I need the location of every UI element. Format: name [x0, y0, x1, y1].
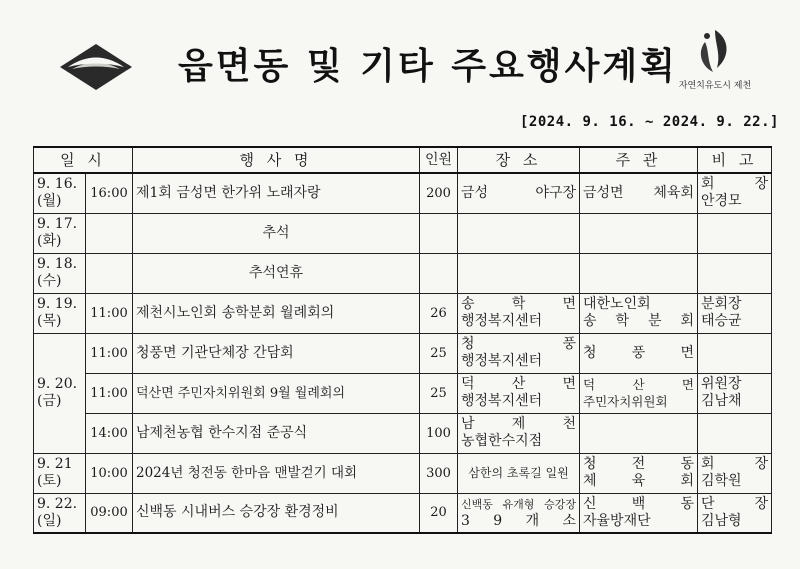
event-cell: 신백동 시내버스 승강장 환경정비	[133, 493, 420, 533]
note-cell	[698, 253, 772, 293]
host-cell: 덕 산 면 주민자치위원회	[580, 373, 698, 413]
date-cell: 9. 18. (수)	[34, 253, 86, 293]
date-cell: 9. 16. (월)	[34, 173, 86, 213]
time-cell: 11:00	[86, 293, 133, 333]
table-row	[34, 493, 772, 533]
count-cell	[420, 213, 458, 253]
note-cell	[698, 413, 772, 453]
city-logo-text: 자연치유도시 제천	[678, 81, 752, 91]
note-cell	[698, 213, 772, 253]
table-row	[34, 373, 772, 413]
time-cell: 11:00	[86, 373, 133, 413]
table-row	[34, 333, 772, 373]
host-cell	[580, 253, 698, 293]
note-cell: 단 장 김남형	[698, 493, 772, 533]
column-header: 행 사 명	[133, 147, 420, 173]
event-cell: 덕산면 주민자치위원회 9월 월례회의	[133, 373, 420, 413]
count-cell: 25	[420, 333, 458, 373]
column-header: 일 시	[34, 147, 133, 173]
host-cell: 청 전 동 체 육 회	[580, 453, 698, 493]
count-cell	[420, 253, 458, 293]
count-cell: 300	[420, 453, 458, 493]
count-cell: 26	[420, 293, 458, 333]
time-cell	[86, 213, 133, 253]
diamond-logo-icon	[58, 42, 134, 92]
place-cell: 청 풍 행정복지센터	[458, 333, 580, 373]
date-cell: 9. 22. (일)	[34, 493, 86, 533]
date-cell: 9. 17. (화)	[34, 213, 86, 253]
host-cell	[580, 413, 698, 453]
place-cell: 남 제 천 농협한수지점	[458, 413, 580, 453]
time-cell	[86, 253, 133, 293]
count-cell: 25	[420, 373, 458, 413]
note-cell	[698, 333, 772, 373]
event-cell: 제천시노인회 송학분회 월례회의	[133, 293, 420, 333]
table-row	[34, 293, 772, 333]
event-cell: 추석연휴	[133, 253, 420, 293]
schedule-period: [2024. 9. 16. ~ 2024. 9. 22.]	[520, 114, 779, 130]
city-logo	[665, 28, 765, 96]
time-cell: 16:00	[86, 173, 133, 213]
host-cell: 신 백 동 자율방재단	[580, 493, 698, 533]
page-title: 읍면동 및 기타 주요행사계획	[178, 46, 678, 87]
note-cell: 위원장 김남채	[698, 373, 772, 413]
event-cell: 제1회 금성면 한가위 노래자랑	[133, 173, 420, 213]
table-row	[34, 453, 772, 493]
note-cell: 회 장 안경모	[698, 173, 772, 213]
place-cell: 금성 야구장	[458, 173, 580, 213]
host-cell	[580, 213, 698, 253]
column-header: 비 고	[698, 147, 772, 173]
host-cell: 금성면 체육회	[580, 173, 698, 213]
place-cell: 송 학 면 행정복지센터	[458, 293, 580, 333]
event-cell: 청풍면 기관단체장 간담회	[133, 333, 420, 373]
time-cell: 14:00	[86, 413, 133, 453]
place-cell: 신백동 유개형 승강장 3 9 개 소	[458, 493, 580, 533]
count-cell: 20	[420, 493, 458, 533]
date-cell: 9. 21 (토)	[34, 453, 86, 493]
table-row	[34, 253, 772, 293]
place-cell	[458, 213, 580, 253]
column-header: 주 관	[580, 147, 698, 173]
schedule-table	[33, 146, 772, 534]
table-row	[34, 413, 772, 453]
count-cell: 200	[420, 173, 458, 213]
column-header: 인원	[420, 147, 458, 173]
event-cell: 추석	[133, 213, 420, 253]
time-cell: 10:00	[86, 453, 133, 493]
place-cell: 삼한의 초록길 일원	[458, 453, 580, 493]
place-cell	[458, 253, 580, 293]
date-cell: 9. 20. (금)	[34, 333, 86, 453]
host-cell: 청 풍 면	[580, 333, 698, 373]
date-cell: 9. 19. (목)	[34, 293, 86, 333]
table-row	[34, 213, 772, 253]
event-cell: 남제천농협 한수지점 준공식	[133, 413, 420, 453]
count-cell: 100	[420, 413, 458, 453]
leaf-emblem-icon	[695, 28, 735, 76]
time-cell: 09:00	[86, 493, 133, 533]
note-cell: 회 장 김학원	[698, 453, 772, 493]
time-cell: 11:00	[86, 333, 133, 373]
column-header: 장 소	[458, 147, 580, 173]
place-cell: 덕 산 면 행정복지센터	[458, 373, 580, 413]
note-cell: 분회장 태승균	[698, 293, 772, 333]
table-row	[34, 173, 772, 213]
host-cell: 대한노인회 송 학 분 회	[580, 293, 698, 333]
table-header-row	[34, 147, 772, 173]
event-cell: 2024년 청전동 한마음 맨발걷기 대회	[133, 453, 420, 493]
